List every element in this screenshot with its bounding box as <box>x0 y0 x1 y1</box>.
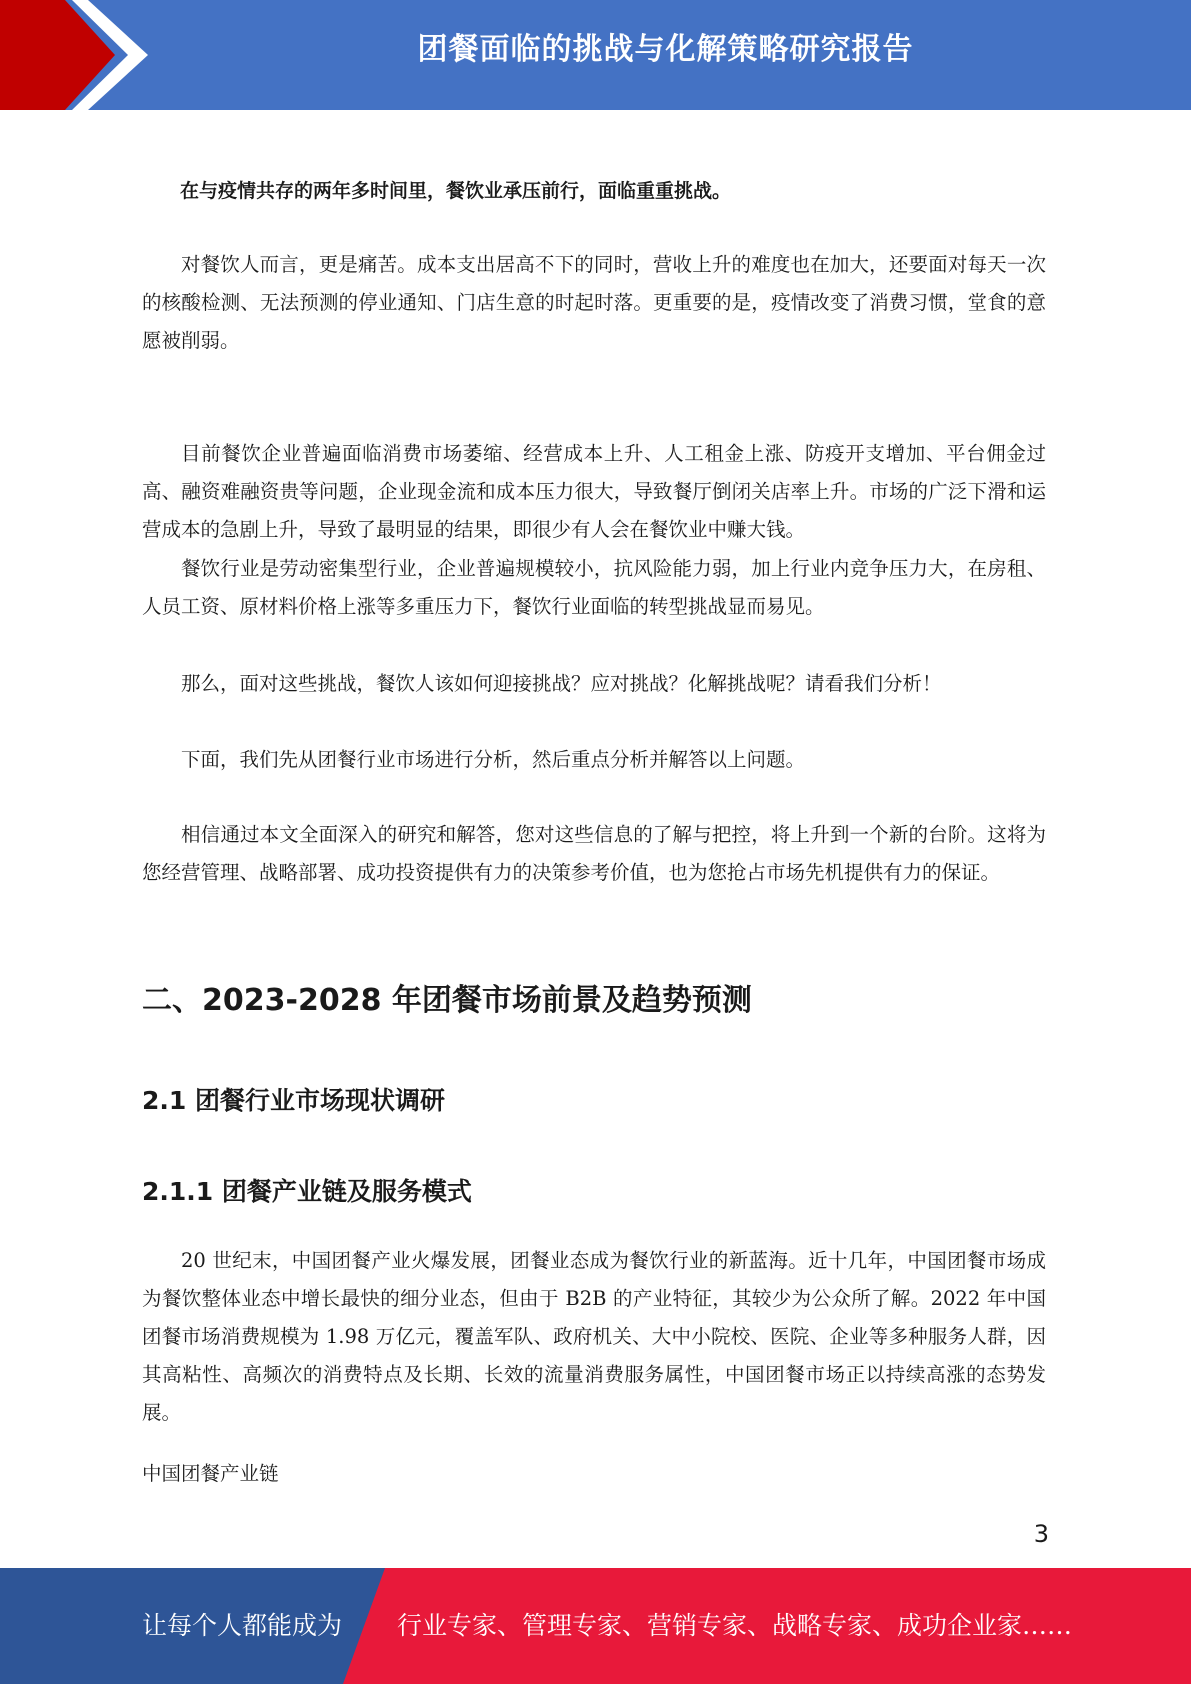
intro-paragraph-4: 那么，面对这些挑战，餐饮人该如何迎接挑战？应对挑战？化解挑战呢？请看我们分析！ <box>181 672 942 695</box>
section-body-paragraph: 20 世纪末，中国团餐产业火爆发展，团餐业态成为餐饮行业的新蓝海。近十几年，中国团餐市场成为餐饮整体业态中增长最快的细分业态，但由于 B2B 的产业特征，其较少为公众所了解。2022 年中国团餐市场消费规模为 1.98 万亿元，覆盖军队、政府机关、大中小院校、医院、企业等多种服务人群，因其高粘性、高频次的消费特点及长期、长效的流量消费服务属性，中国团餐市场正以持续高涨的态势发展。 <box>142 1249 1046 1424</box>
section-heading: 二、2023-2028 年团餐市场前景及趋势预测 <box>142 983 752 1018</box>
figure-caption: 中国团餐产业链 <box>142 1462 279 1485</box>
footer-slogan-right: 行业专家、管理专家、营销专家、战略专家、成功企业家…… <box>397 1611 1073 1640</box>
report-title: 团餐面临的挑战与化解策略研究报告 <box>417 32 914 67</box>
intro-paragraph-5: 下面，我们先从团餐行业市场进行分析，然后重点分析并解答以上问题。 <box>181 748 806 771</box>
page-number: 3 <box>1033 1520 1049 1548</box>
intro-paragraph-1: 对餐饮人而言，更是痛苦。成本支出居高不下的同时，营收上升的难度也在加大，还要面对每天一次的核酸检测、无法预测的停业通知、门店生意的时起时落。更重要的是，疫情改变了消费习惯，堂食的意愿被削弱。 <box>142 253 1046 352</box>
intro-paragraph-3: 餐饮行业是劳动密集型行业，企业普遍规模较小，抗风险能力弱，加上行业内竞争压力大，在房租、人员工资、原材料价格上涨等多重压力下，餐饮行业面临的转型挑战显而易见。 <box>142 557 1046 618</box>
subsubsection-heading: 2.1.1 团餐产业链及服务模式 <box>142 1177 472 1206</box>
footer-slogan-left: 让每个人都能成为 <box>142 1611 343 1640</box>
intro-paragraph-6: 相信通过本文全面深入的研究和解答，您对这些信息的了解与把控，将上升到一个新的台阶。这将为您经营管理、战略部署、成功投资提供有力的决策参考价值，也为您抢占市场先机提供有力的保证。 <box>142 823 1046 884</box>
page-header <box>0 0 1191 110</box>
page-footer <box>0 1568 1191 1684</box>
intro-lead: 在与疫情共存的两年多时间里，餐饮业承压前行，面临重重挑战。 <box>180 180 732 202</box>
subsection-heading: 2.1 团餐行业市场现状调研 <box>142 1086 445 1115</box>
intro-paragraph-2: 目前餐饮企业普遍面临消费市场萎缩、经营成本上升、人工租金上涨、防疫开支增加、平台佣金过高、融资难融资贵等问题，企业现金流和成本压力很大，导致餐厅倒闭关店率上升。市场的广泛下滑和运营成本的急剧上升，导致了最明显的结果，即很少有人会在餐饮业中赚大钱。 <box>142 442 1046 541</box>
